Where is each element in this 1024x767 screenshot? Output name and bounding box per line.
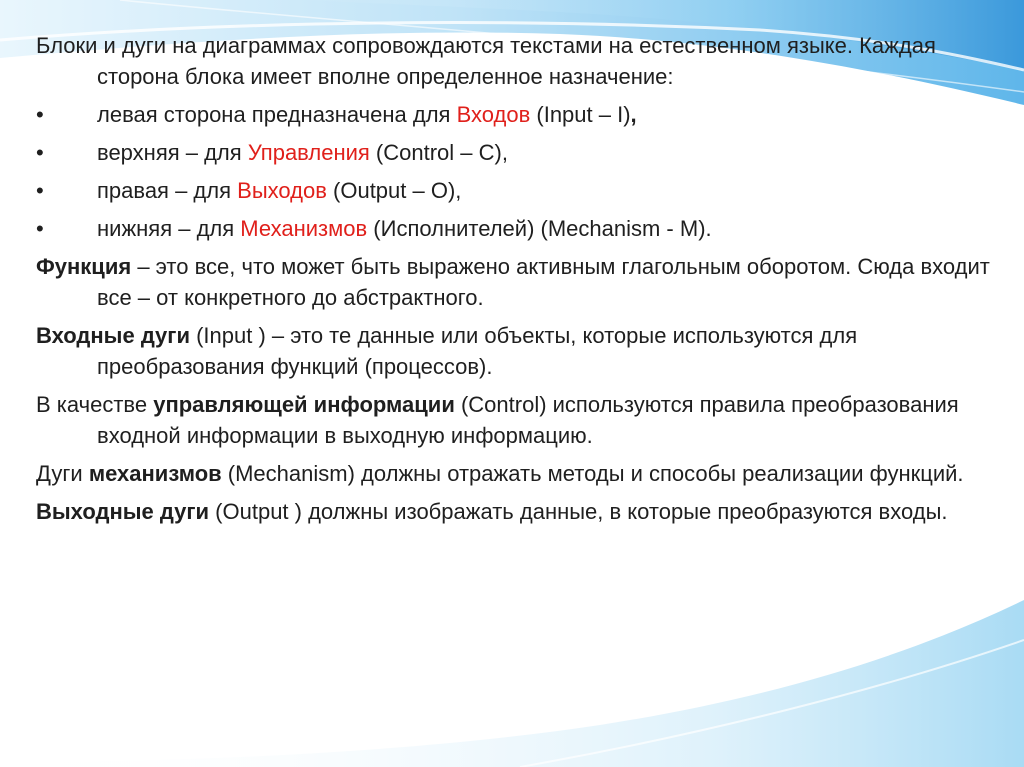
control-text: (Control) используются правила преобразования входной информации в выходную информацию. (97, 392, 959, 448)
bullet-control (36, 137, 1004, 168)
bullet-text: правая – для (97, 178, 238, 203)
bullet-text: (Control – C), (369, 140, 508, 165)
term-function: Функция (36, 254, 132, 279)
bullet-text: (Output – O), (326, 178, 462, 203)
input-arcs-text: (Input ) – это те данные или объекты, которые используются для преобразования функций (процессов). (97, 323, 858, 379)
control-lead: В качестве (36, 392, 154, 417)
highlight-term: Выходов (237, 178, 327, 203)
bullet-marker: • (36, 140, 44, 165)
intro-paragraph (36, 30, 1004, 92)
term-mechanism: механизмов (88, 461, 222, 486)
term-output-arcs: Выходные дуги (36, 499, 210, 524)
mechanism-paragraph (36, 458, 1004, 489)
bullet-mechanisms (36, 213, 1004, 244)
input-arcs-paragraph (36, 320, 1004, 382)
bullet-marker: • (36, 216, 44, 241)
bullet-text: верхняя – для (97, 140, 248, 165)
highlight-term: Управления (247, 140, 370, 165)
mechanism-text: (Mechanism) должны отражать методы и способы реализации функций. (221, 461, 964, 486)
bullet-outputs (36, 175, 1004, 206)
output-arcs-paragraph (36, 496, 1004, 527)
slide-body (36, 30, 1004, 534)
bullet-text: (Исполнителей) (Mechanism - M). (367, 216, 712, 241)
mechanism-lead: Дуги (36, 461, 89, 486)
bullet-text: левая сторона предназначена для (97, 102, 457, 127)
bullet-marker: • (36, 102, 44, 127)
function-paragraph (36, 251, 1004, 313)
intro-text: Блоки и дуги на диаграммах сопровождаются текстами на естественном языке. Каждая сторона блока имеет вполне определенное назначение: (36, 33, 936, 89)
control-paragraph (36, 389, 1004, 451)
function-text: – это все, что может быть выражено активным глагольным оборотом. Сюда входит все – от конкретного до абстрактного. (97, 254, 990, 310)
term-input-arcs: Входные дуги (36, 323, 190, 348)
term-control: управляющей информации (153, 392, 455, 417)
output-arcs-text: (Output ) должны изображать данные, в которые преобразуются входы. (209, 499, 948, 524)
bullet-text: нижняя – для (97, 216, 241, 241)
bullet-inputs (36, 99, 1004, 130)
bottom-wave (0, 600, 1024, 767)
bullet-marker: • (36, 178, 44, 203)
bullet-text: (Input – I) (530, 102, 631, 127)
highlight-term: Входов (456, 102, 531, 127)
highlight-term: Механизмов (240, 216, 368, 241)
bullet-tail: , (630, 102, 637, 127)
